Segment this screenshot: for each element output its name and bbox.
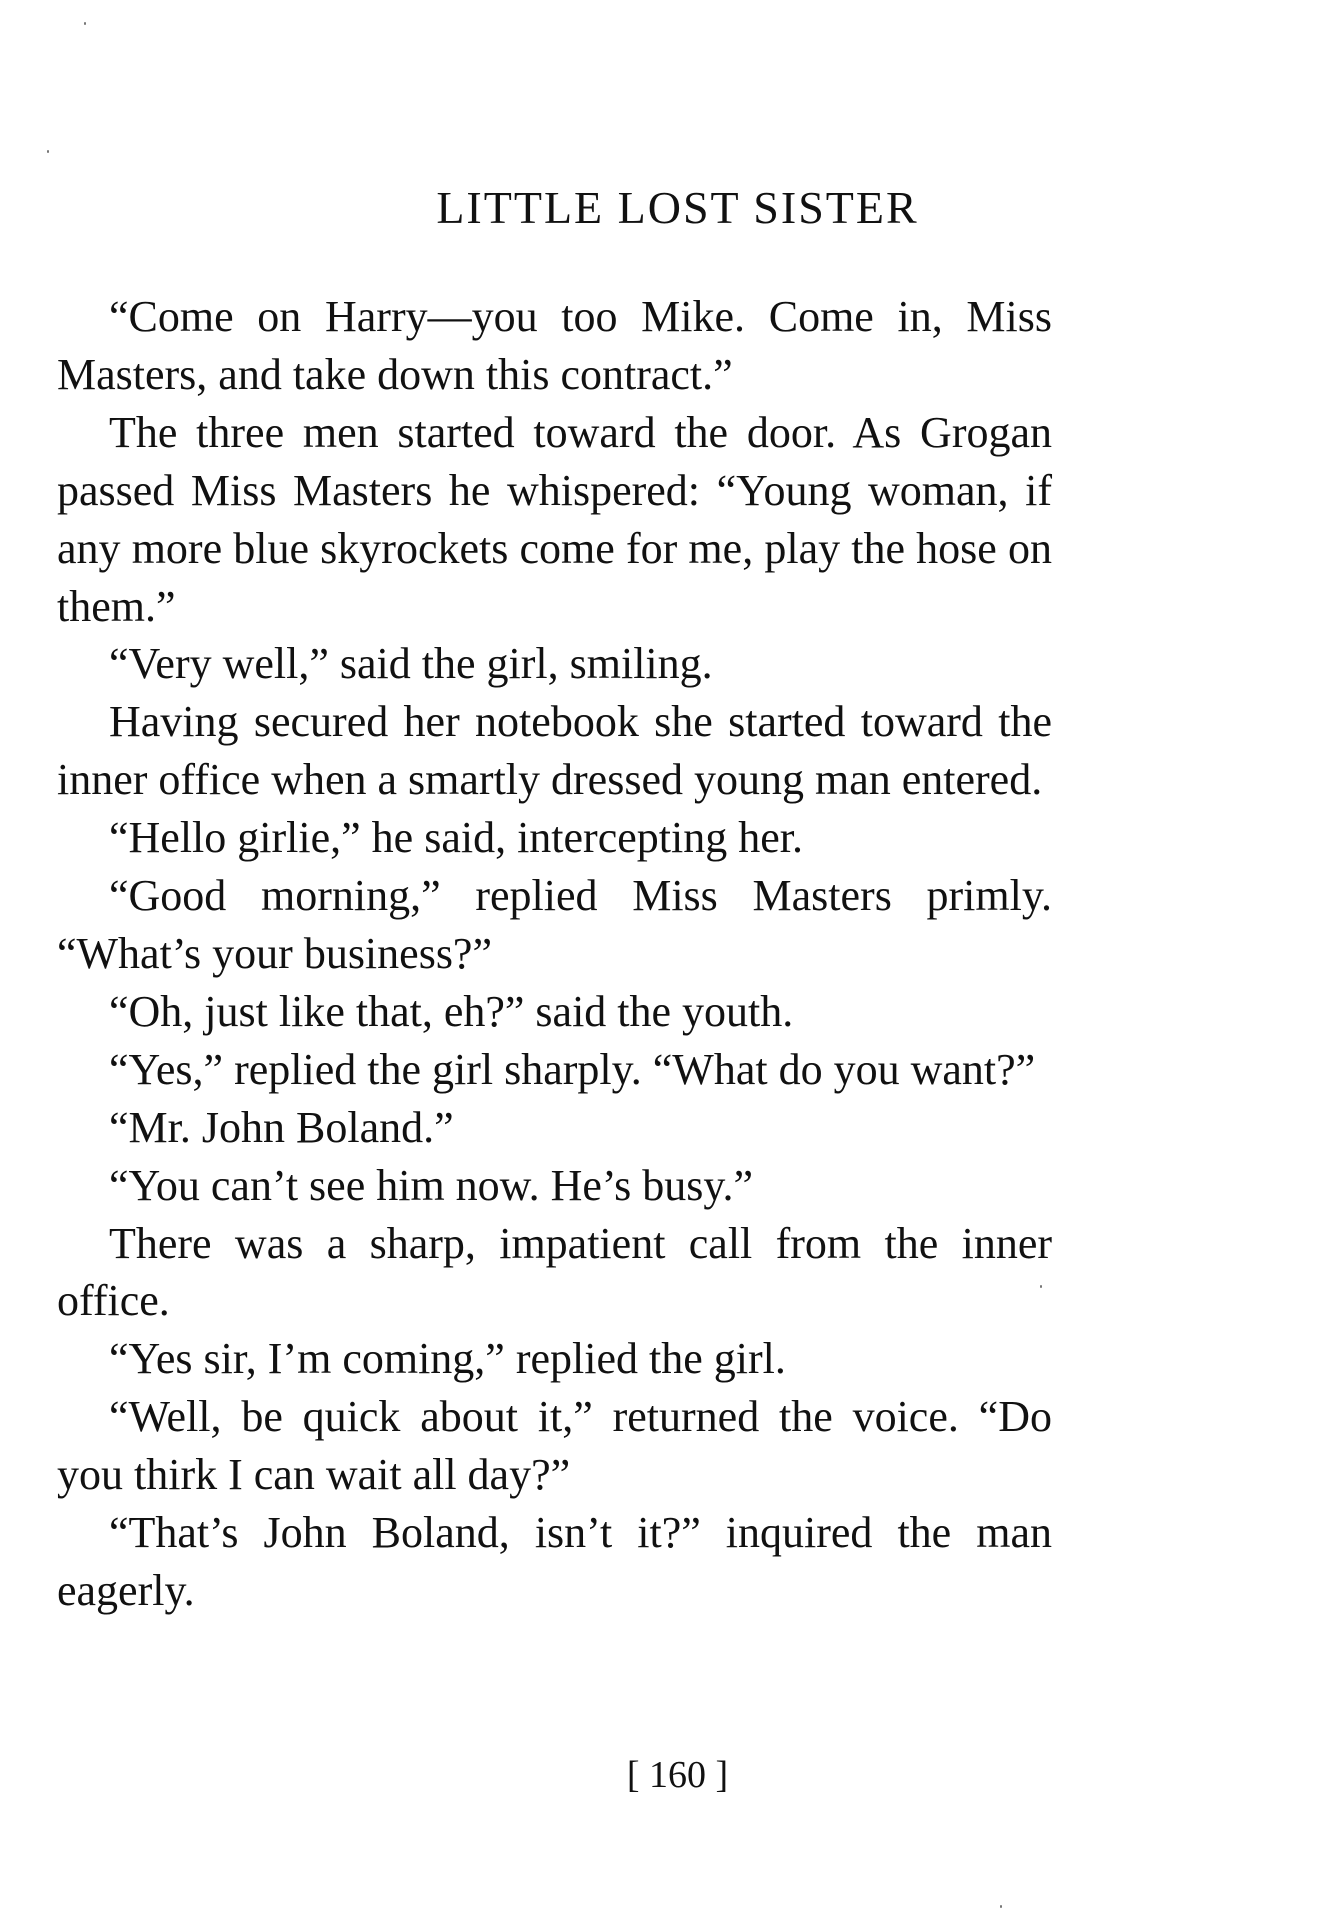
print-speck	[47, 150, 49, 153]
paragraph: “Oh, just like that, eh?” said the youth.	[109, 986, 794, 1036]
paragraph: “Very well,” said the girl, smiling.	[109, 639, 713, 689]
print-speck	[84, 22, 86, 25]
paragraph: “Mr. John Boland.”	[109, 1102, 454, 1152]
paragraph: Having secured her notebook she started toward the inner office when a smartly dressed young man entered.	[57, 697, 1052, 805]
body-text	[57, 288, 1052, 1620]
paragraph: “Well, be quick about it,” returned the voice. “Do you thirk I can wait all day?”	[57, 1392, 1052, 1500]
paragraph: “Hello girlie,” he said, intercepting her.	[109, 813, 803, 863]
paragraph: The three men started toward the door. As Grogan passed Miss Masters he whispered: “Young woman, if any more blue skyrockets come for me, play the hose on them.”	[57, 407, 1052, 631]
page-number: [ 160 ]	[626, 1754, 729, 1796]
running-head: LITTLE LOST SISTER	[436, 182, 919, 233]
paragraph: There was a sharp, impatient call from the inner office.	[57, 1218, 1052, 1326]
paragraph: “Come on Harry—you too Mike. Come in, Miss Masters, and take down this contract.”	[57, 292, 1052, 399]
paragraph: “That’s John Boland, isn’t it?” inquired the man eagerly.	[57, 1508, 1052, 1615]
paragraph: “Yes sir, I’m coming,” replied the girl.	[109, 1334, 786, 1384]
paragraph: “Good morning,” replied Miss Masters primly. “What’s your business?”	[57, 871, 1052, 978]
paragraph: “Yes,” replied the girl sharply. “What do you want?”	[109, 1044, 1036, 1094]
paragraph: “You can’t see him now. He’s busy.”	[109, 1160, 754, 1210]
print-speck	[1000, 1905, 1002, 1908]
